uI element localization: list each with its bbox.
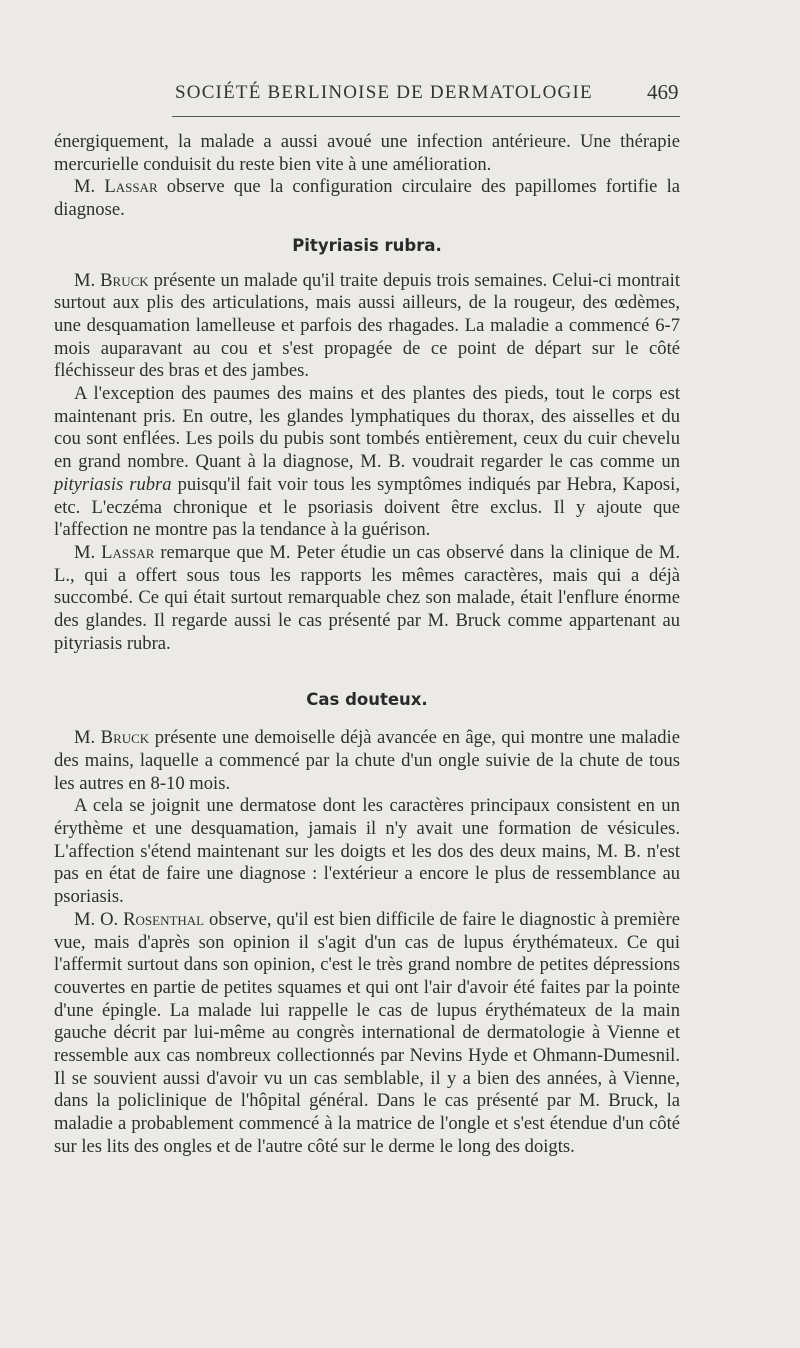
paragraph-dermatose xyxy=(54,795,680,909)
italic-term: pityriasis rubra xyxy=(54,473,172,495)
paragraph-lassar-2 xyxy=(54,542,680,656)
paragraph-text: présente un malade qu'il traite depuis trois semaines. Celui-ci montrait surtout aux plis des articulations, mais aussi ailleurs, de la rougeur, des œdèmes, une desquamation lamelleuse et parfois des rhagades. La maladie a commencé 6-7 mois auparavant au cou et s'est propagée de ce point de départ sur le côté fléchisseur des bras et des jambes. xyxy=(54,269,680,382)
paragraph-text: A cela se joignit une dermatose dont les caractères principaux consistent en un érythème et une desquamation, jamais il n'y avait une formation de vésicules. L'affection s'étend maintenant sur les doigts et les dos des deux mains, M. B. n'est pas en état de faire une diagnose : l'extérieur a encore le plus de ressemblance au psoriasis. xyxy=(54,795,680,908)
paragraph-rosenthal xyxy=(54,909,680,1159)
running-head-title: SOCIÉTÉ BERLINOISE DE DERMATOLOGIE xyxy=(175,82,593,103)
speaker-name: M. O. Rosenthal xyxy=(74,908,205,930)
paragraph-text: énergiquement, la malade a aussi avoué une infection antérieure. Une thérapie mercurielle conduisit du reste bien vite à une amélioration. xyxy=(54,131,680,175)
page-number: 469 xyxy=(647,80,679,104)
paragraph-lassar-1 xyxy=(54,176,680,221)
section-heading-cas-douteux: Cas douteux. xyxy=(306,690,428,710)
speaker-name: M. Bruck xyxy=(74,727,150,749)
paragraph-text: A l'exception des paumes des mains et des plantes des pieds, tout le corps est maintenant pris. En outre, les glandes lymphatiques du thorax, des aisselles et du cou sont enflées. Les poils du pubis sont tombés entièrement, ceux du cuir chevelu en grand nombre. Quant à la diagnose, M. B. voudrait regarder le cas comme un xyxy=(54,383,680,473)
header-rule xyxy=(172,116,680,117)
speaker-name: M. Lassar xyxy=(74,176,158,198)
paragraph-continuation xyxy=(54,131,680,176)
paragraph-bruck-1 xyxy=(54,270,680,384)
section-heading-pityriasis: Pityriasis rubra. xyxy=(292,235,442,255)
speaker-name: M. Lassar xyxy=(74,541,155,563)
paragraph-text: puisqu'il fait voir tous les symptômes indiqués par Hebra, Kaposi, etc. L'eczéma chronique et le psoriasis doivent être exclus. Il y ajoute que l'affection ne montre pas la tendance à la guérison. xyxy=(54,473,680,541)
paragraph-text: observe, qu'il est bien difficile de faire le diagnostic à première vue, mais d'après son opinion il s'agit d'un cas de lupus érythémateux. Ce qui l'affermit surtout dans son opinion, c'est le très grand nombre de petites dépressions couvertes en partie de petites squames et qui ont l'air d'avoir été faites par la pointe d'une épingle. La malade lui rappelle le cas de lupus érythémateux de la main gauche décrit par lui-même au congrès international de dermatologie à Vienne et ressemble aux cas nombreux collectionnés par Nevins Hyde et Ohmann-Dumesnil. Il se souvient aussi d'avoir vu un cas semblable, il y a bien des années, à Vienne, dans la policlinique de l'hôpital général. Dans le cas présenté par M. Bruck, la maladie a probablement commencé à la matrice de l'ongle et s'est étendue d'un côté sur les lits des ongles et de l'autre côté sur le derme le long des doigts. xyxy=(54,908,680,1157)
paragraph-bruck-2 xyxy=(54,727,680,795)
body-text xyxy=(54,131,680,1159)
paragraph-text: remarque que M. Peter étudie un cas observé dans la clinique de M. L., qui a offert sous tous les rapports les mêmes caractères, mais qui a déjà succombé. Ce qui était surtout remarquable chez son malade, était l'enflure énorme des glandes. Il regarde aussi le cas présenté par M. Bruck comme appartenant au pityriasis rubra. xyxy=(54,541,680,654)
paragraph-exception xyxy=(54,383,680,542)
paragraph-text: présente une demoiselle déjà avancée en âge, qui montre une maladie des mains, laquelle a commencé par la chute d'un ongle suivie de la chute de tous les autres en 8-10 mois. xyxy=(54,727,680,794)
running-head xyxy=(0,78,800,108)
paragraph-text: observe que la configuration circulaire des papillomes fortifie la diagnose. xyxy=(54,176,680,221)
speaker-name: M. Bruck xyxy=(74,269,149,291)
